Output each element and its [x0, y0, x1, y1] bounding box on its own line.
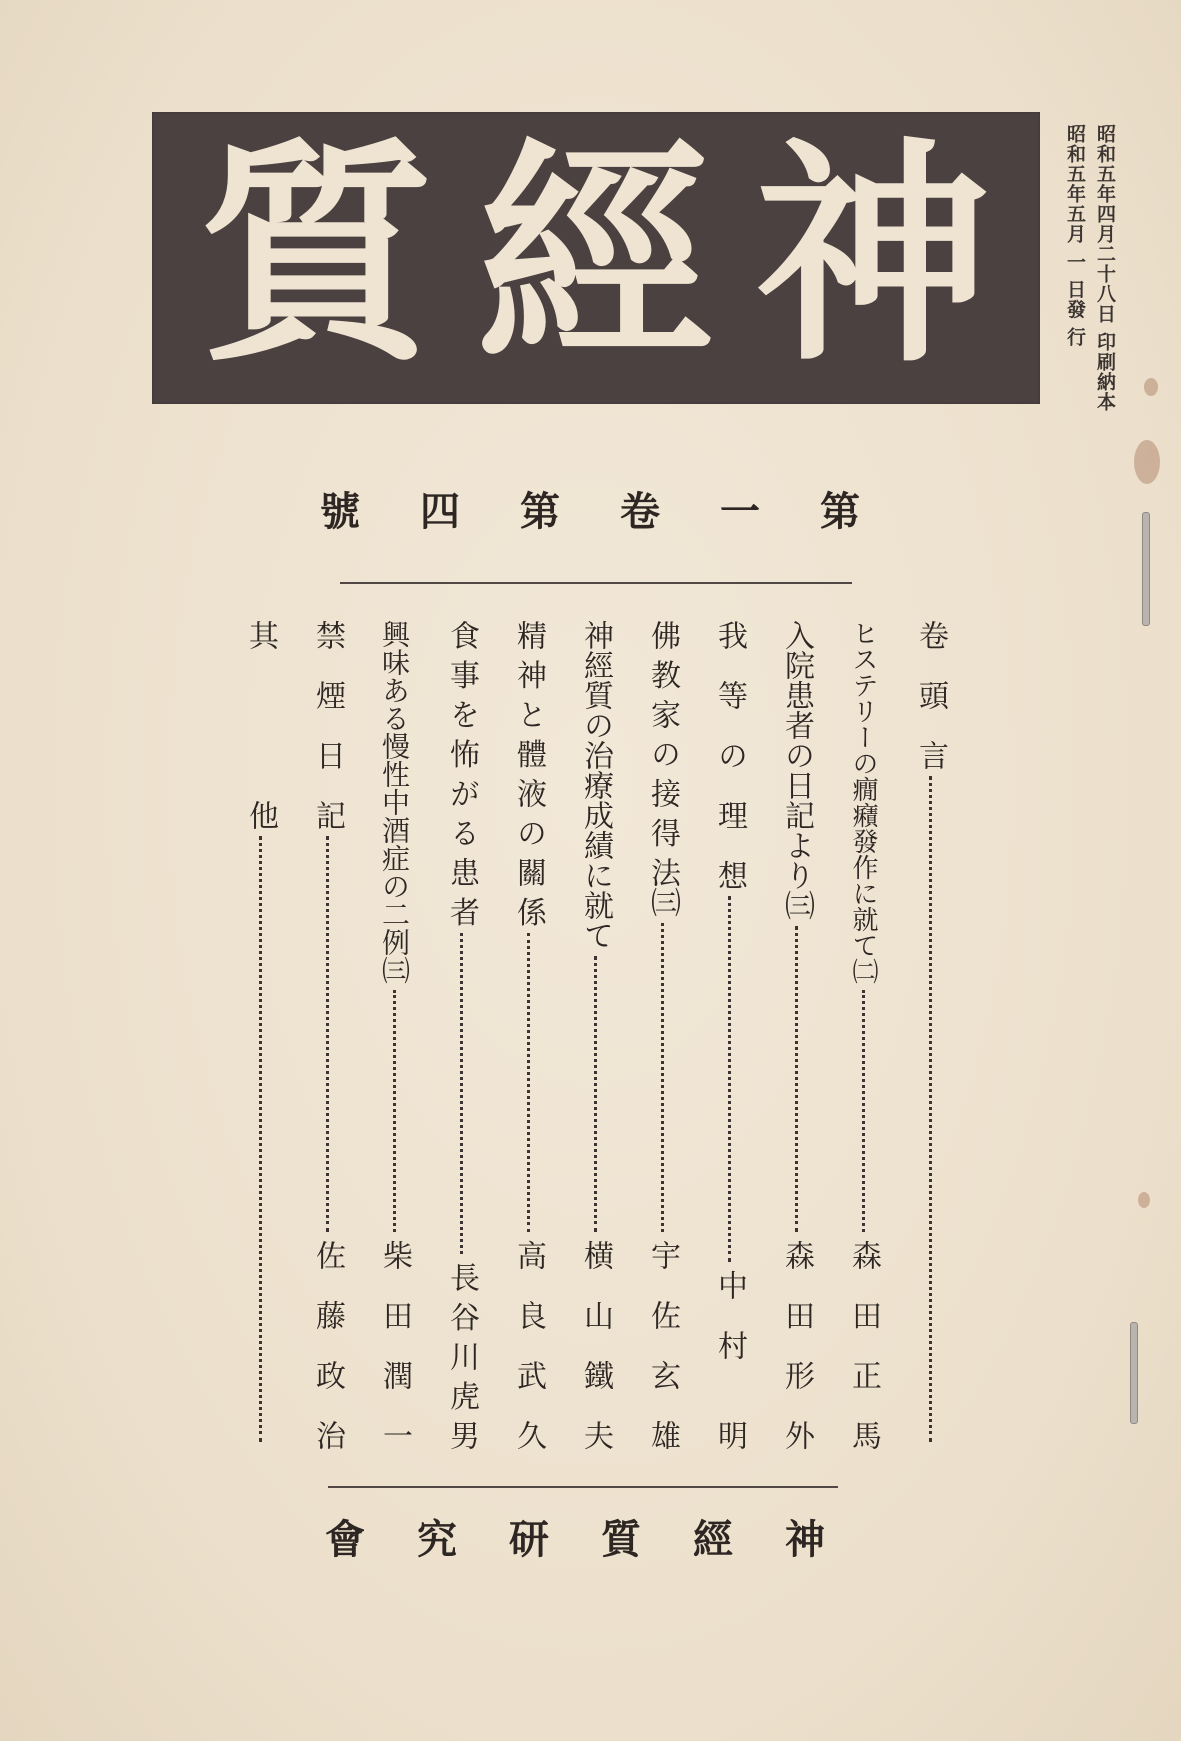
toc-title: 神經質の治療成績に就て [578, 620, 613, 950]
toc-author: 佐 藤 政 治 [310, 1240, 345, 1450]
toc-title: 禁 煙 日 記 [310, 620, 345, 830]
toc-leader [594, 956, 597, 1232]
toc-leader [326, 836, 329, 1232]
toc-leader [795, 926, 798, 1232]
top-divider [340, 582, 852, 584]
staple-mark-top [1142, 512, 1150, 626]
publication-issue-date: 昭和五年五月 一 日發 行 [1064, 124, 1086, 347]
toc-entry-3 [776, 620, 816, 1450]
toc-author: 森 田 形 外 [779, 1240, 814, 1450]
toc-entry-7 [508, 620, 548, 1450]
publisher-name [325, 1510, 825, 1570]
toc-title: 其 他 [243, 620, 278, 830]
toc-entry-10 [307, 620, 347, 1450]
toc-entry-8 [441, 620, 481, 1450]
toc-author: 中 村 明 [712, 1270, 747, 1450]
toc-author: 長 谷 川 虎 男 [444, 1261, 479, 1450]
toc-title: 興味ある慢性中酒症の二例㈢ [378, 620, 411, 984]
volume-char-6: 第 [820, 489, 860, 535]
volume-number [300, 482, 880, 542]
toc-title: 卷 頭 言 [913, 620, 948, 770]
toc-entry-9 [374, 620, 414, 1450]
toc-entry-6 [575, 620, 615, 1450]
bottom-divider [328, 1486, 838, 1488]
toc-title: 入院患者の日記より㈢ [779, 620, 814, 920]
title-char-3: 神 [754, 119, 991, 394]
stain-mark [1134, 440, 1160, 484]
toc-title: 我 等 の 理 想 [712, 620, 747, 890]
publisher-char-3: 研 [509, 1517, 549, 1563]
publisher-char-2: 究 [417, 1517, 457, 1563]
toc-entry-1 [910, 620, 950, 1450]
toc-leader [259, 836, 262, 1442]
volume-char-5: 一 [720, 489, 760, 535]
stain-mark [1144, 378, 1158, 396]
toc-leader [929, 776, 932, 1442]
publisher-char-1: 會 [325, 1517, 365, 1563]
toc-author: 宇 佐 玄 雄 [645, 1240, 680, 1450]
toc-leader [862, 990, 865, 1232]
toc-entry-2 [843, 620, 883, 1450]
volume-char-1: 號 [320, 489, 360, 535]
toc-author: 横 山 鐵 夫 [578, 1240, 613, 1450]
volume-char-3: 第 [520, 489, 560, 535]
toc-entry-5 [642, 620, 682, 1450]
volume-char-2: 四 [420, 489, 460, 535]
title-char-2: 經 [476, 119, 713, 394]
toc-author: 柴 田 潤 一 [377, 1240, 412, 1450]
toc-title: 精 神 と 體 液 の 關 係 [511, 620, 546, 927]
toc-leader [393, 990, 396, 1232]
stain-mark [1138, 1192, 1150, 1208]
staple-mark-bottom [1130, 1322, 1138, 1424]
publisher-char-4: 質 [601, 1517, 641, 1563]
toc-author: 森 田 正 馬 [846, 1240, 881, 1450]
title-banner [152, 112, 1040, 404]
volume-char-4: 卷 [620, 489, 660, 535]
toc-title: 佛 教 家 の 接 得 法㈢ [645, 620, 680, 918]
toc-leader [460, 933, 463, 1254]
toc-title: 食 事 を 怖 が る 患 者 [444, 620, 479, 927]
toc-title: ヒステリーの癇癪發作に就て㈡ [848, 620, 878, 984]
toc-entry-11 [240, 620, 280, 1450]
toc-leader [728, 896, 731, 1262]
toc-author: 高 良 武 久 [511, 1240, 546, 1450]
publisher-char-6: 神 [785, 1517, 825, 1563]
toc-leader [661, 923, 664, 1232]
title-char-1: 質 [198, 119, 435, 394]
toc-leader [527, 933, 530, 1232]
publication-print-date: 昭和五年四月二十八日 印刷納本 [1094, 124, 1116, 412]
toc-entry-4 [709, 620, 749, 1450]
publisher-char-5: 經 [693, 1517, 733, 1563]
